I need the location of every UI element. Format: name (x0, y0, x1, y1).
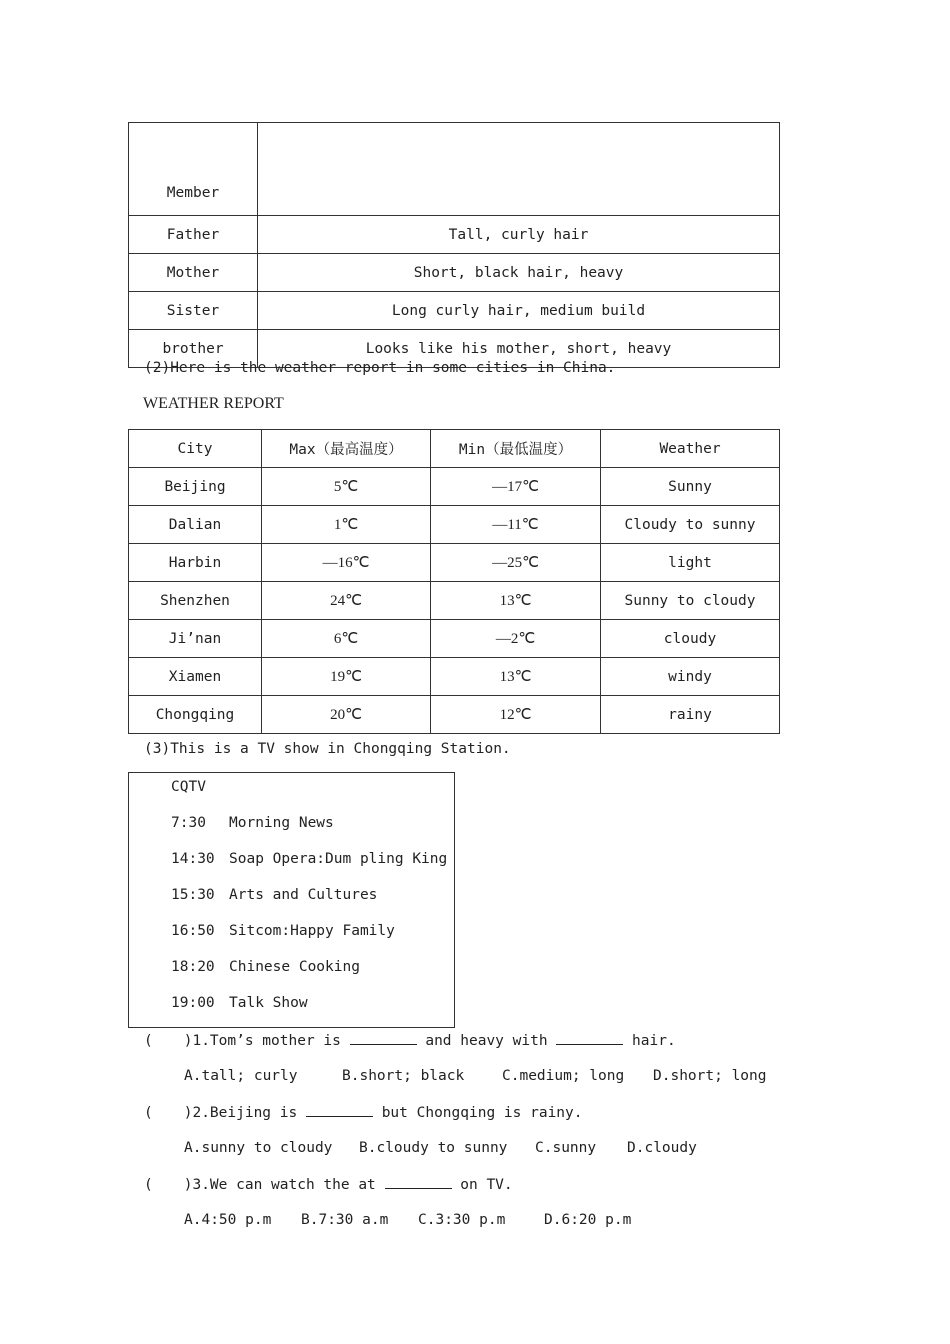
answer-blank (385, 1176, 452, 1189)
min-cell: —25℃ (431, 544, 601, 582)
tv-show: Chinese Cooking (229, 959, 360, 975)
option: C.medium; long (502, 1068, 625, 1084)
tv-time: 16:50 (171, 923, 215, 939)
city-cell: Chongqing (129, 696, 262, 734)
min-cell: —2℃ (431, 620, 601, 658)
answer-paren: ( (144, 1105, 153, 1121)
option: A.sunny to cloudy (184, 1140, 333, 1156)
tv-time: 7:30 (171, 815, 206, 831)
tv-time: 14:30 (171, 851, 215, 867)
table-row (129, 468, 780, 506)
table-header-row (129, 430, 780, 468)
tv-show: Soap Opera:Dum pling King (229, 851, 448, 867)
answer-paren: ( (144, 1033, 153, 1049)
option: C.sunny (535, 1140, 597, 1156)
min-cell: 12℃ (431, 696, 601, 734)
tv-schedule-box (128, 772, 455, 1028)
max-cell: 20℃ (262, 696, 431, 734)
max-cell: 1℃ (262, 506, 431, 544)
question-text: on TV. (460, 1177, 513, 1193)
min-cell: —11℃ (431, 506, 601, 544)
options-3 (184, 1212, 631, 1228)
question-text: )1.Tom’s mother is (183, 1033, 341, 1049)
option: D.short; long (653, 1068, 767, 1084)
list-item (171, 851, 447, 867)
answer-blank (306, 1104, 373, 1117)
member-cell: Sister (129, 292, 258, 330)
weather-cell: windy (601, 658, 780, 696)
min-cell: —17℃ (431, 468, 601, 506)
weather-cell: Cloudy to sunny (601, 506, 780, 544)
member-cell: Mother (129, 254, 258, 292)
city-cell: Beijing (129, 468, 262, 506)
max-cell: 6℃ (262, 620, 431, 658)
option: B.short; black (342, 1068, 465, 1084)
question-text: )2.Beijing is (183, 1105, 298, 1121)
option: D.6:20 p.m (544, 1212, 632, 1228)
city-cell: Ji’nan (129, 620, 262, 658)
section3-intro: (3)This is a TV show in Chongqing Station. (144, 741, 511, 757)
tv-show: Morning News (229, 815, 334, 831)
tv-show: Arts and Cultures (229, 887, 378, 903)
min-cell: 13℃ (431, 658, 601, 696)
weather-cell: Sunny (601, 468, 780, 506)
table-row (129, 506, 780, 544)
city-header: City (129, 430, 262, 468)
weather-report-title: WEATHER REPORT (143, 395, 284, 412)
option: B.7:30 a.m (301, 1212, 389, 1228)
question-text: )3.We can watch the at (183, 1177, 376, 1193)
weather-header: Weather (601, 430, 780, 468)
question-1 (144, 1032, 676, 1049)
option: D.cloudy (627, 1140, 697, 1156)
min-cell: 13℃ (431, 582, 601, 620)
answer-paren: ( (144, 1177, 153, 1193)
city-cell: Shenzhen (129, 582, 262, 620)
list-item (171, 887, 377, 903)
tv-time: 18:20 (171, 959, 215, 975)
city-cell: Xiamen (129, 658, 262, 696)
list-item (171, 959, 360, 975)
description-header (258, 123, 780, 216)
member-header: Member (129, 123, 258, 216)
list-item (171, 995, 308, 1011)
answer-blank (556, 1032, 623, 1045)
weather-cell: Sunny to cloudy (601, 582, 780, 620)
max-cell: —16℃ (262, 544, 431, 582)
table-row (129, 254, 780, 292)
max-cell: 5℃ (262, 468, 431, 506)
description-cell: Long curly hair, medium build (258, 292, 780, 330)
description-cell: Looks like his mother, short, heavy (258, 330, 780, 368)
option: A.tall; curly (184, 1068, 298, 1084)
description-cell: Tall, curly hair (258, 216, 780, 254)
question-2 (144, 1104, 583, 1121)
member-cell: Father (129, 216, 258, 254)
min-header: Min（最低温度） (431, 430, 601, 468)
question-text: but Chongqing is rainy. (381, 1105, 583, 1121)
table-row (129, 292, 780, 330)
option: A.4:50 p.m (184, 1212, 272, 1228)
question-text: and heavy with (425, 1033, 548, 1049)
weather-report-table (128, 429, 780, 734)
max-cell: 24℃ (262, 582, 431, 620)
weather-cell: light (601, 544, 780, 582)
city-cell: Harbin (129, 544, 262, 582)
table-row (129, 658, 780, 696)
city-cell: Dalian (129, 506, 262, 544)
list-item (171, 923, 395, 939)
options-1 (184, 1068, 767, 1084)
max-cell: 19℃ (262, 658, 431, 696)
tv-time: 15:30 (171, 887, 215, 903)
table-row (129, 216, 780, 254)
tv-time: 19:00 (171, 995, 215, 1011)
list-item (171, 815, 334, 831)
table-header-row (129, 123, 780, 216)
weather-cell: cloudy (601, 620, 780, 658)
options-2 (184, 1140, 697, 1156)
max-header: Max（最高温度） (262, 430, 431, 468)
option: B.cloudy to sunny (359, 1140, 508, 1156)
section2-intro: (2)Here is the weather report in some cities in China. (144, 360, 616, 376)
family-members-table (128, 122, 780, 368)
table-row (129, 696, 780, 734)
option: C.3:30 p.m (418, 1212, 506, 1228)
tv-show: Sitcom:Happy Family (229, 923, 395, 939)
weather-cell: rainy (601, 696, 780, 734)
question-3 (144, 1176, 513, 1193)
table-row (129, 544, 780, 582)
tv-show: Talk Show (229, 995, 308, 1011)
description-cell: Short, black hair, heavy (258, 254, 780, 292)
member-cell: brother (129, 330, 258, 368)
table-row (129, 620, 780, 658)
question-text: hair. (632, 1033, 676, 1049)
answer-blank (350, 1032, 417, 1045)
tv-channel-name: CQTV (171, 779, 206, 795)
table-row (129, 582, 780, 620)
